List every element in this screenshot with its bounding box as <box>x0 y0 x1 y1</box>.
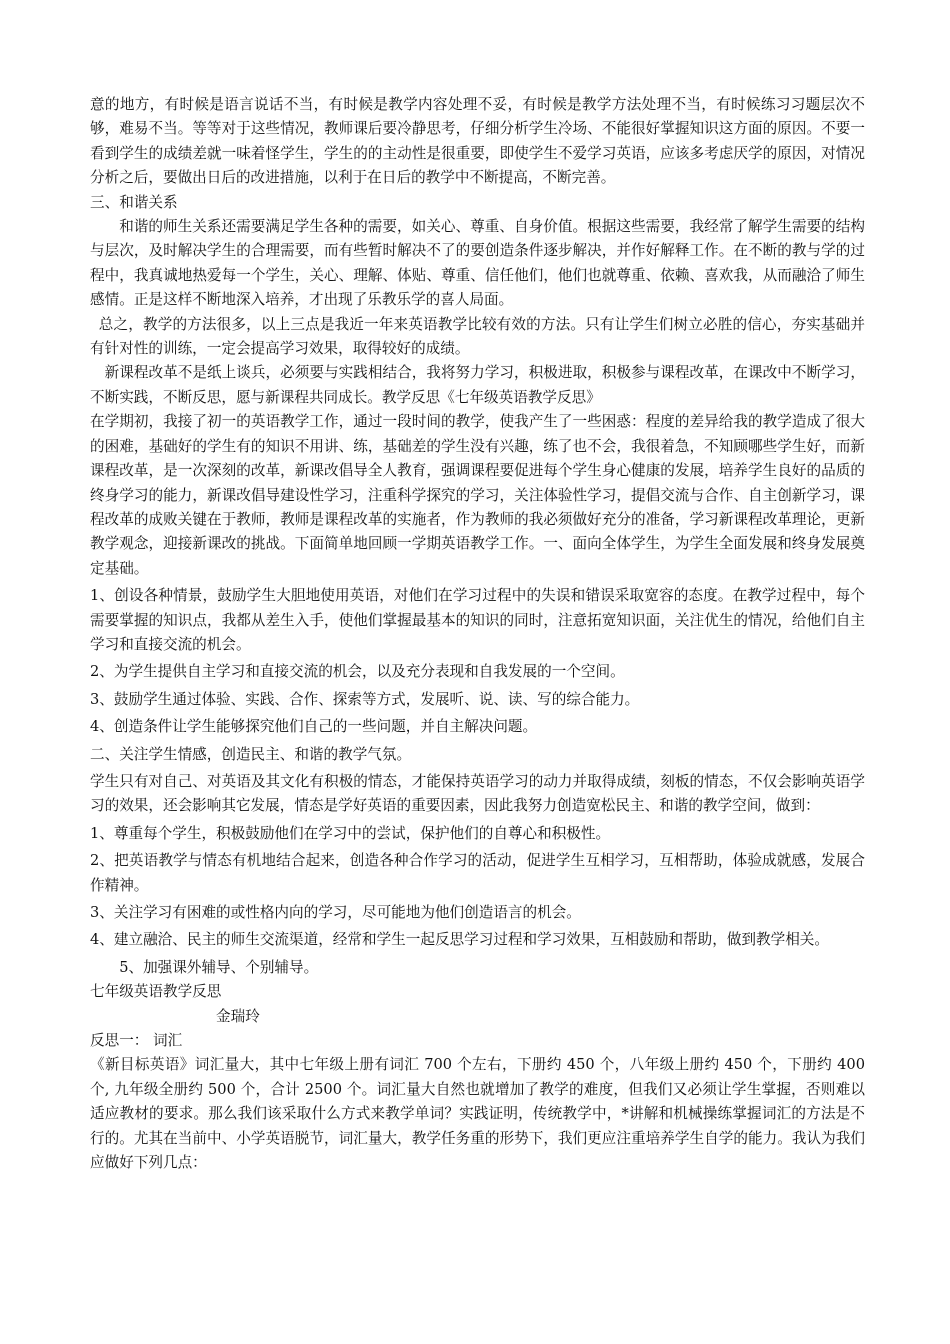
list-item-difficult-students: 3、关注学习有困难的或性格内向的学习，尽可能地为他们创造语言的机会。 <box>90 904 581 921</box>
heading-harmonious-relationship: 三、和谐关系 <box>90 193 178 211</box>
paragraph-reflection-intro: 意的地方，有时候是语言说话不当，有时候是教学内容处理不妥，有时候是教学方法处理不当，有时候练习习题层次不够，难易不当。等等对于这些情况，教师课后要冷静思考，仔细分析学生冷场、不能很好掌握知识这方面的原因。不要一看到学生的成绩差就一味着怪学生，学生的的主动性是很重要，即使学生不爱学习英语，应该多考虑厌学的原因，对情况分析之后，要做出日后的改进措施，以利于在日后的教学中不断提高，不断完善。 <box>90 96 865 187</box>
paragraph-vocabulary: 《新目标英语》词汇量大，其中七年级上册有词汇 700 个左右，下册约 450 个，八年级上册约 450 个，下册约 400 个, 九年级全册约 500 个，合计 2500 个。词汇量大自然也就增加了教学的难度，但我们又必须让学生掌握，否则难以适应教材的要求。那么我们该采取什么方式来教学单词？实践证明，传统教学中，*讲解和机械操练掌握词汇的方法是不行的。尤其在当前中、小学英语脱节，词汇量大，教学任务重的形势下，我们更应注重培养学生自学的能力。我认为我们应做好下列几点： <box>90 1056 865 1172</box>
heading-student-emotion: 二、关注学生情感，创造民主、和谐的教学气氛。 <box>90 745 412 763</box>
list-item-2: 2、为学生提供自主学习和直接交流的机会，以及充分表现和自我发展的一个空间。 <box>90 663 625 681</box>
list-item-3: 3、鼓励学生通过体验、实践、合作、探索等方式，发展听、说、读、写的综合能力。 <box>90 690 640 708</box>
paragraph-new-curriculum: 新课程改革不是纸上谈兵，必须要与实践相结合，我将努力学习，积极进取，积极参与课程改革，在课改中不断学习，不断实践，不断反思，愿与新课程共同成长。教学反思《七年级英语教学反思》 <box>90 364 865 406</box>
list-item-1: 1、创设各种情景，鼓励学生大胆地使用英语，对他们在学习过程中的失误和错误采取宽容的态度。在教学过程中，每个需要掌握的知识点，我都从差生入手，使他们掌握最基本的知识的同时，注意拓宽知识面，关注优生的情况，给他们自主学习和直接交流的机会。 <box>90 587 865 653</box>
list-item-combine: 2、把英语教学与情态有机地结合起来，创造各种合作学习的活动，促进学生互相学习，互相帮助，体验成就感，发展合作精神。 <box>90 852 865 894</box>
paragraph-student-emotion: 学生只有对自己、对英语及其文化有积极的情态，才能保持英语学习的动力并取得成绩，刻板的情态，不仅会影响英语学习的效果，还会影响其它发展，情态是学好英语的重要因素，因此我努力创造宽松民主、和谐的教学空间，做到： <box>90 772 865 815</box>
paragraph-semester-start: 在学期初，我接了初一的英语教学工作，通过一段时间的教学，使我产生了一些困惑：程度的差异给我的教学造成了很大的困难，基础好的学生有的知识不用讲、练，基础差的学生没有兴趣，练了也不会，我很着急，不知顾哪些学生好，而新课程改革，是一次深刻的改革，新课改倡导全人教育，强调课程要促进每个学生身心健康的发展，培养学生良好的品质的终身学习的能力，新课改倡导建设性学习，注重科学探究的学习，关注体验性学习，提倡交流与合作、自主创新学习，课程改革的成败关键在于教师，教师是课程改革的实施者，作为教师的我必须做好充分的准备，学习新课程改革理论，更新教学观念，迎接新课改的挑战。下面简单地回顾一学期英语教学工作。一、面向全体学生，为学生全面发展和终身发展奠定基础。 <box>90 413 865 577</box>
section-title: 七年级英语教学反思 <box>90 983 222 1001</box>
paragraph-summary: 总之，教学的方法很多，以上三点是我近一年来英语教学比较有效的方法。只有让学生们树立必胜的信心，夯实基础并有针对性的训练，一定会提高学习效果，取得较好的成绩。 <box>90 315 865 358</box>
author-name: 金瑞玲 <box>216 1007 260 1025</box>
list-item-tutoring: 5、加强课外辅导、个别辅导。 <box>119 958 319 976</box>
list-item-communication: 4、建立融洽、民主的师生交流渠道，经常和学生一起反思学习过程和学习效果，互相鼓励和帮助，做到教学相关。 <box>90 931 829 949</box>
list-item-respect: 1、尊重每个学生，积极鼓励他们在学习中的尝试，保护他们的自尊心和积极性。 <box>90 824 611 842</box>
document-page <box>90 93 865 1175</box>
heading-reflection-vocabulary: 反思一： 词汇 <box>90 1032 183 1050</box>
paragraph-harmonious-relationship: 和谐的师生关系还需要满足学生各种的需要，如关心、尊重、自身价值。根据这些需要，我经常了解学生需要的结构与层次，及时解决学生的合理需要，而有些暂时解决不了的要创造条件逐步解决，并作好解释工作。在不断的教与学的过程中，我真诚地热爱每一个学生，关心、理解、体贴、尊重、信任他们，他们也就尊重、依赖、喜欢我，从而融洽了师生感情。正是这样不断地深入培养，才出现了乐教乐学的喜人局面。 <box>90 218 865 309</box>
list-item-4: 4、创造条件让学生能够探究他们自己的一些问题，并自主解决问题。 <box>90 718 538 736</box>
